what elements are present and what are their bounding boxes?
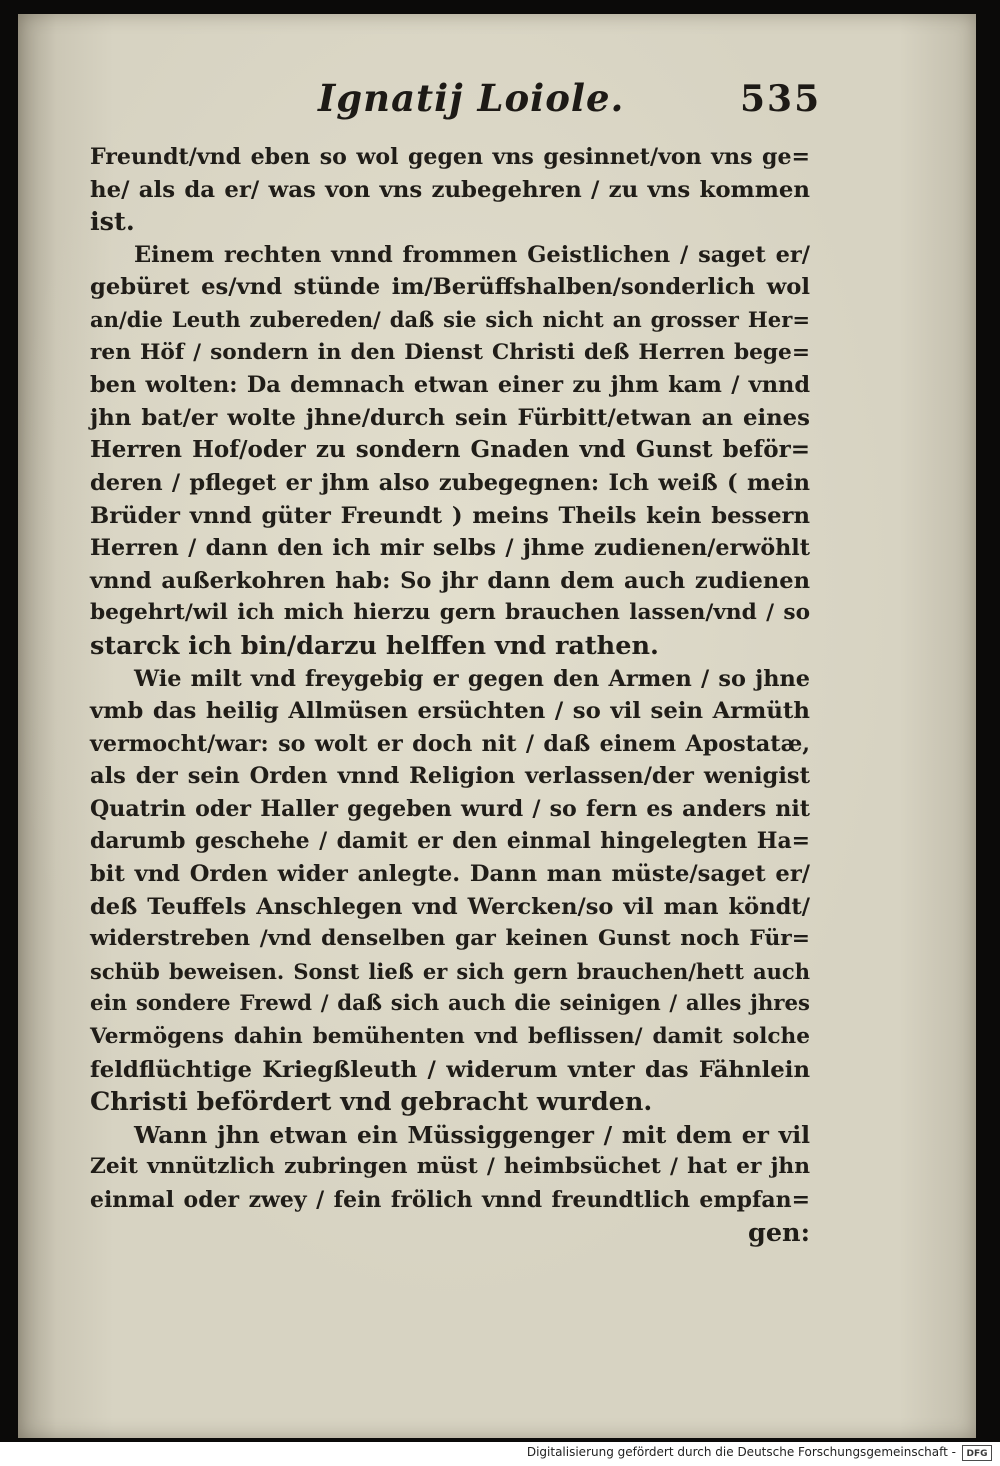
text-line: bit vnd Orden wider anlegte. Dann man müste/saget er/ xyxy=(90,861,810,888)
text-line: Herren / dann den ich mir selbs / jhme zudienen/erwöhlt xyxy=(90,535,810,562)
text-line: jhn bat/er wolte jhne/durch sein Fürbitt/etwan an eines xyxy=(90,404,810,431)
text-line: Vermögens dahin bemühenten vnd beflissen/ damit solche xyxy=(90,1024,810,1050)
text-line: ein sondere Frewd / daß sich auch die seinigen / alles jhres xyxy=(90,991,810,1017)
text-line: vermocht/war: so wolt er doch nit / daß einem Apostatæ, xyxy=(90,730,810,757)
text-line: schüb beweisen. Sonst ließ er sich gern brauchen/hett auch xyxy=(90,958,810,984)
text-line: darumb geschehe / damit er den einmal hingelegten Ha= xyxy=(90,828,810,855)
digitization-credit: Digitalisierung gefördert durch die Deutsche Forschungsgemeinschaft - xyxy=(526,1445,956,1459)
text-line: gebüret es/vnd stünde im/Berüffshalben/sonderlich wol xyxy=(90,274,810,301)
text-line: deß Teuffels Anschlegen vnd Wercken/so vil man köndt/ xyxy=(90,893,810,920)
running-head: Ignatij Loiole. xyxy=(318,76,625,120)
text-line: als der sein Orden vnnd Religion verlassen/der wenigist xyxy=(90,763,810,790)
paragraph-start-line: Wie milt vnd freygebig er gegen den Armen / so jhne xyxy=(134,665,810,692)
text-line: Zeit vnnützlich zubringen müst / heimbsüchet / hat er jhn xyxy=(90,1154,810,1180)
text-line: he/ als da er/ was von vns zubegehren / zu vns kommen xyxy=(90,176,810,203)
text-line: einmal oder zwey / fein frölich vnnd freundtlich empfan= xyxy=(90,1187,810,1213)
text-line: Quatrin oder Haller gegeben wurd / so fern es anders nit xyxy=(90,795,810,822)
text-line: vnnd außerkohren hab: So jhr dann dem auch zudienen xyxy=(90,567,810,594)
text-line: vmb das heilig Allmüsen ersüchten / so vil sein Armüth xyxy=(90,698,810,725)
text-line: ren Höf / sondern in den Dienst Christi deß Herren bege= xyxy=(90,339,810,365)
catchword: gen: xyxy=(747,1217,810,1248)
paragraph-start-line: Wann jhn etwan ein Müssiggenger / mit dem er vil xyxy=(134,1120,810,1149)
page-number: 535 xyxy=(740,78,822,120)
text-line: Herren Hof/oder zu sondern Gnaden vnd Gunst beför= xyxy=(90,436,810,464)
text-line: Brüder vnnd güter Freundt ) meins Theils kein bessern xyxy=(90,502,810,529)
footer-bar xyxy=(0,1442,1000,1466)
dfg-logo-icon: DFG xyxy=(962,1445,992,1461)
text-line: an/die Leuth zubereden/ daß sie sich nicht an grosser Her= xyxy=(90,306,810,332)
page-header xyxy=(18,76,976,136)
text-line: widerstreben /vnd denselben gar keinen Gunst noch Für= xyxy=(90,926,810,952)
text-line: ist. xyxy=(90,207,135,238)
book-page xyxy=(18,14,976,1438)
paragraph-start-line: Einem rechten vnnd frommen Geistlichen / saget er/ xyxy=(134,241,810,268)
text-line: feldflüchtige Kriegßleuth / widerum vnter das Fähnlein xyxy=(90,1056,810,1083)
text-line: Christi befördert vnd gebracht wurden. xyxy=(90,1087,653,1118)
text-line: ben wolten: Da demnach etwan einer zu jhm kam / vnnd xyxy=(90,372,810,399)
text-line: deren / pfleget er jhm also zubegegnen: Ich weiß ( mein xyxy=(90,469,810,496)
text-line: starck ich bin/darzu helffen vnd rathen. xyxy=(90,630,659,661)
body-text xyxy=(90,141,810,1249)
text-line: Freundt/vnd eben so wol gegen vns gesinnet/von vns ge= xyxy=(90,144,810,170)
text-line: begehrt/wil ich mich hierzu gern brauchen lassen/vnd / so xyxy=(90,600,810,626)
